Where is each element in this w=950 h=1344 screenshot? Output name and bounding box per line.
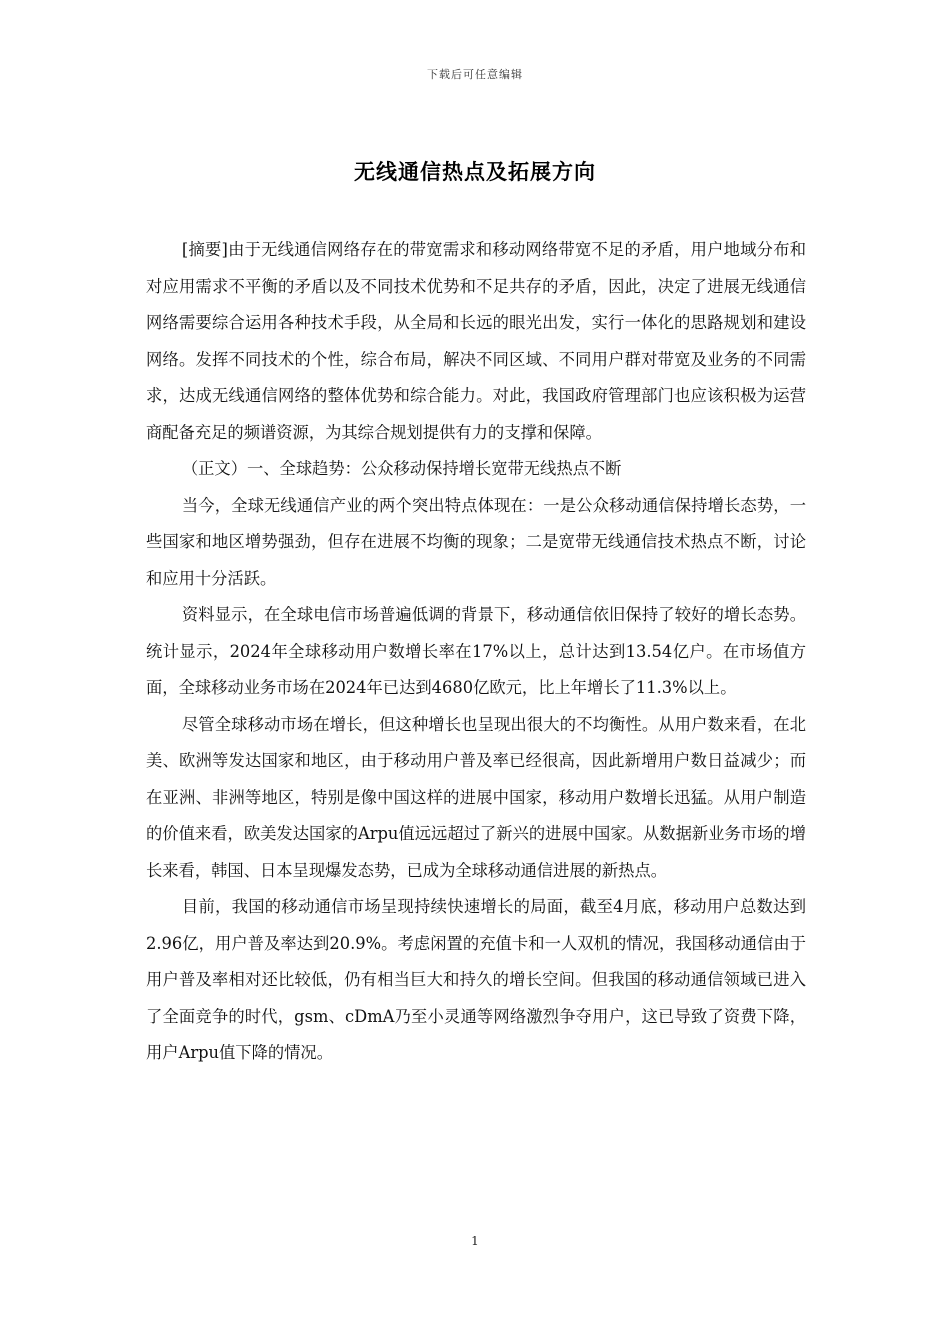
body-paragraph: 目前，我国的移动通信市场呈现持续快速增长的局面，截至4月底，移动用户总数达到2.96亿，用户普及率达到20.9%。考虑闲置的充值卡和一人双机的情况，我国移动通信由于用户普及率相对还比较低，仍有相当巨大和持久的增长空间。但我国的移动通信领域已进入了全面竞争的时代，gsm、cDmA乃至小灵通等网络激烈争夺用户，这已导致了资费下降，用户Arpu值下降的情况。 <box>146 897 806 1062</box>
body-paragraph: 尽管全球移动市场在增长，但这种增长也呈现出很大的不均衡性。从用户数来看，在北美、欧洲等发达国家和地区，由于移动用户普及率已经很高，因此新增用户数日益减少；而在亚洲、非洲等地区，特别是像中国这样的进展中国家，移动用户数增长迅猛。从用户制造的价值来看，欧美发达国家的Arpu值远远超过了新兴的进展中国家。从数据新业务市场的增长来看，韩国、日本呈现爆发态势，已成为全球移动通信进展的新热点。 <box>146 714 806 880</box>
header-note: 下载后可任意编辑 <box>427 68 523 81</box>
document-body <box>146 232 806 1072</box>
body-paragraph: 资料显示，在全球电信市场普遍低调的背景下，移动通信依旧保持了较好的增长态势。统计显示，2024年全球移动用户数增长率在17%以上，总计达到13.54亿户。在市场值方面，全球移动业务市场在2024年已达到4680亿欧元，比上年增长了11.3%以上。 <box>146 605 806 697</box>
body-paragraph: 当今，全球无线通信产业的两个突出特点体现在：一是公众移动通信保持增长态势，一些国家和地区增势强劲，但存在进展不均衡的现象；二是宽带无线通信技术热点不断，讨论和应用十分活跃。 <box>146 495 806 588</box>
page-number: 1 <box>471 1234 479 1248</box>
abstract-paragraph: [摘要]由于无线通信网络存在的带宽需求和移动网络带宽不足的矛盾，用户地域分布和对应用需求不平衡的矛盾以及不同技术优势和不足共存的矛盾，因此，决定了进展无线通信网络需要综合运用各种技术手段，从全局和长远的眼光出发，实行一体化的思路规划和建设网络。发挥不同技术的个性，综合布局，解决不同区域、不同用户群对带宽及业务的不同需求，达成无线通信网络的整体优势和综合能力。对此，我国政府管理部门也应该积极为运营商配备充足的频谱资源，为其综合规划提供有力的支撑和保障。 <box>146 240 806 442</box>
document-title: 无线通信热点及拓展方向 <box>354 160 596 184</box>
section-heading: （正文）一、全球趋势：公众移动保持增长宽带无线热点不断 <box>181 459 622 478</box>
